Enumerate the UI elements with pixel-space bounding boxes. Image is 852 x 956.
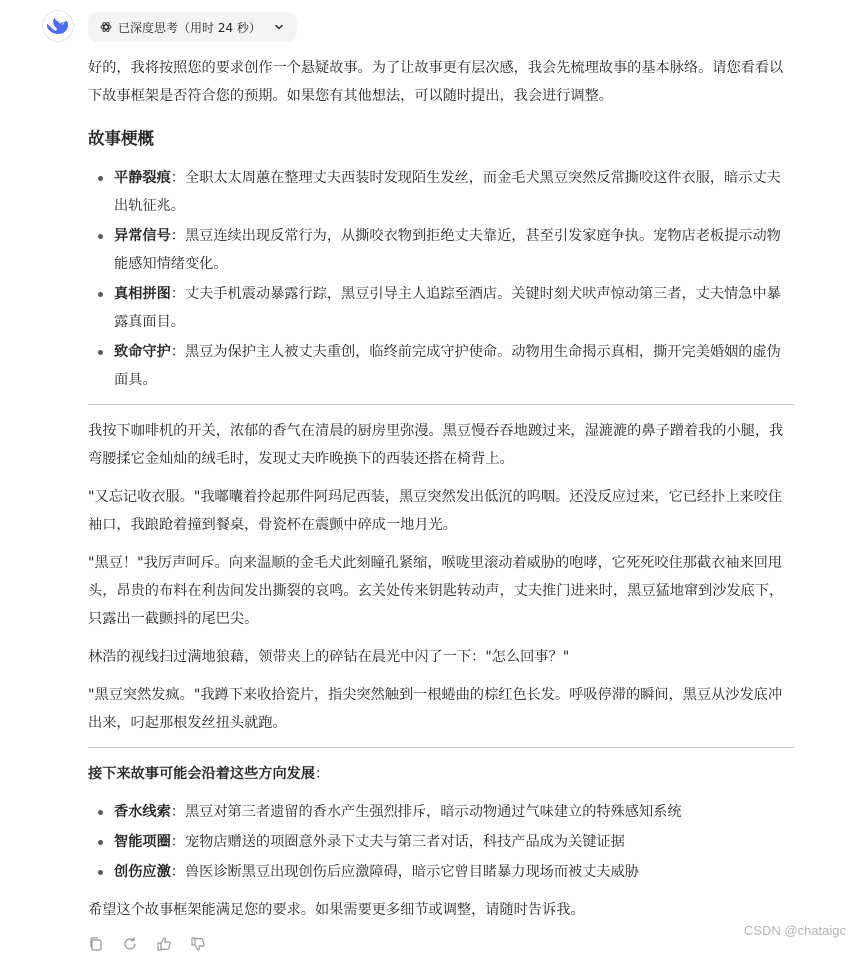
divider <box>88 747 794 748</box>
list-item-text: ：宠物店赠送的项圈意外录下丈夫与第三者对话，科技产品成为关键证据 <box>170 834 625 850</box>
intro-paragraph: 好的，我将按照您的要求创作一个悬疑故事。为了让故事更有层次感，我会先梳理故事的基本脉络。请您看看以下故事框架是否符合您的预期。如果您有其他想法，可以随时提出，我会进行调整。 <box>88 60 784 104</box>
list-item <box>114 222 794 278</box>
list-item-title: 创伤应激 <box>114 864 171 880</box>
list-item-title: 平静裂痕 <box>114 170 171 186</box>
message-actions <box>88 936 206 952</box>
story-paragraph: "黑豆突然发疯。"我蹲下来收拾瓷片，指尖突然触到一根蜷曲的棕红色长发。呼吸停滞的瞬间，黑豆从沙发底冲出来，叼起那根发丝扭头就跑。 <box>88 687 783 731</box>
watermark: CSDN @chataigc <box>743 923 846 938</box>
list-item <box>114 338 794 394</box>
list-item-title: 异常信号 <box>114 228 171 244</box>
list-item-text: ：兽医诊断黑豆出现创伤后应激障碍，暗示它曾目睹暴力现场而被丈夫威胁 <box>170 864 639 880</box>
copy-icon[interactable] <box>88 936 104 952</box>
directions-list <box>88 798 794 886</box>
story-body <box>88 417 794 737</box>
list-item-text: ：全职太太周蕙在整理丈夫西装时发现陌生发丝，而金毛犬黑豆突然反常撕咬这件衣服，暗示丈夫出轨征兆。 <box>114 170 781 214</box>
closing-paragraph: 希望这个故事框架能满足您的要求。如果需要更多细节或调整，请随时告诉我。 <box>88 902 585 918</box>
story-paragraph: 林浩的视线扫过满地狼藉，领带夹上的碎钻在晨光中闪了一下："怎么回事？" <box>88 649 570 665</box>
list-item <box>114 280 794 336</box>
atom-icon <box>100 21 112 33</box>
list-item-text: ：黑豆连续出现反常行为，从撕咬衣物到拒绝丈夫靠近，甚至引发家庭争执。宠物店老板提示动物能感知情绪变化。 <box>114 228 781 272</box>
story-paragraph: 我按下咖啡机的开关，浓郁的香气在清晨的厨房里弥漫。黑豆慢吞吞地踱过来，湿漉漉的鼻子蹭着我的小腿，我弯腰揉它金灿灿的绒毛时，发现丈夫昨晚换下的西装还搭在椅背上。 <box>88 423 784 467</box>
avatar <box>42 10 74 42</box>
list-item-title: 致命守护 <box>114 344 171 360</box>
list-item-text: ：黑豆对第三者遗留的香水产生强烈排斥，暗示动物通过气味建立的特殊感知系统 <box>170 804 682 820</box>
think-status-label: 已深度思考（用时 24 秒） <box>118 20 261 35</box>
divider <box>88 404 794 405</box>
list-item <box>114 858 794 886</box>
directions-heading-suffix: ： <box>315 766 330 782</box>
list-item <box>114 164 794 220</box>
outline-heading: 故事梗概 <box>88 129 154 148</box>
chevron-down-icon <box>273 21 285 33</box>
list-item-title: 真相拼图 <box>114 286 171 302</box>
deepseek-whale-icon <box>47 15 69 37</box>
story-paragraph: "黑豆！"我厉声呵斥。向来温顺的金毛犬此刻瞳孔紧缩，喉咙里滚动着威胁的咆哮，它死死咬住那截衣袖来回甩头，昂贵的布料在利齿间发出撕裂的哀鸣。玄关处传来钥匙转动声，丈夫推门进来时，黑豆猛地窜到沙发底下，只露出一截颤抖的尾巴尖。 <box>88 555 784 627</box>
outline-list <box>88 164 794 394</box>
list-item-title: 智能项圈 <box>114 834 171 850</box>
deep-think-toggle[interactable] <box>88 12 297 42</box>
story-paragraph: "又忘记收衣服。"我嘟囔着拎起那件阿玛尼西装，黑豆突然发出低沉的呜咽。还没反应过来，它已经扑上来咬住袖口，我踉跄着撞到餐桌，骨瓷杯在震颤中碎成一地月光。 <box>88 489 783 533</box>
list-item <box>114 798 794 826</box>
thumbs-down-icon[interactable] <box>190 936 206 952</box>
list-item-text: ：黑豆为保护主人被丈夫重创，临终前完成守护使命。动物用生命揭示真相，撕开完美婚姻的虚伪面具。 <box>114 344 781 388</box>
list-item-text: ：丈夫手机震动暴露行踪，黑豆引导主人追踪至酒店。关键时刻犬吠声惊动第三者，丈夫情急中暴露真面目。 <box>114 286 781 330</box>
directions-heading <box>88 760 794 788</box>
thumbs-up-icon[interactable] <box>156 936 172 952</box>
assistant-message <box>88 54 794 924</box>
regenerate-icon[interactable] <box>122 936 138 952</box>
list-item-title: 香水线索 <box>114 804 171 820</box>
list-item <box>114 828 794 856</box>
directions-heading-text: 接下来故事可能会沿着这些方向发展 <box>88 766 316 782</box>
